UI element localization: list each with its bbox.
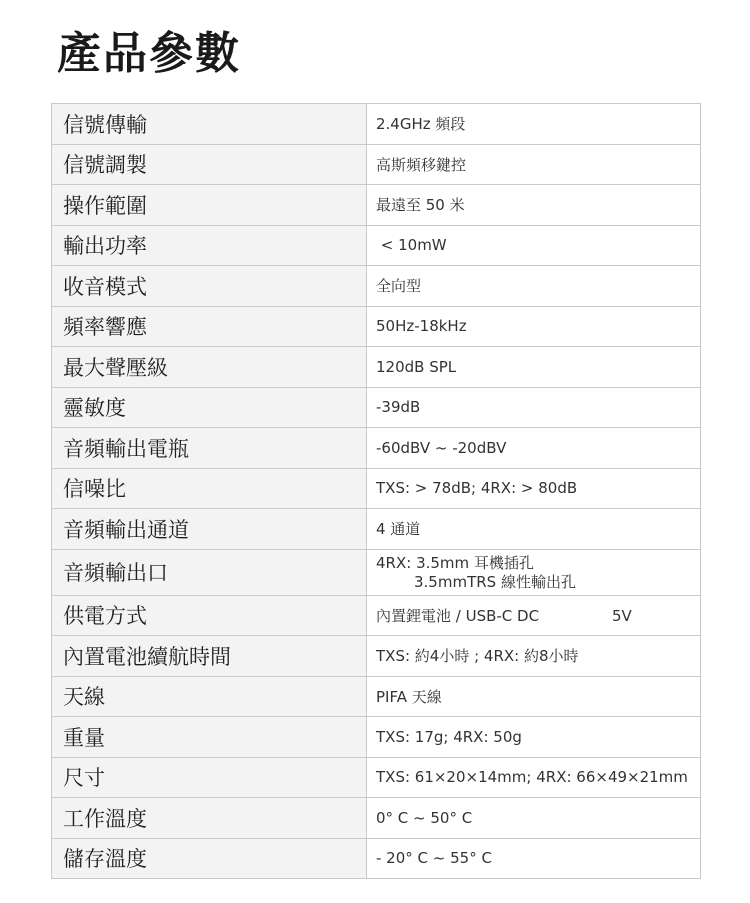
- table-row: [52, 266, 701, 307]
- spec-value-line: 3.5mmTRS 線性輸出孔: [414, 572, 576, 591]
- spec-table: [51, 103, 701, 879]
- table-row: [52, 798, 701, 839]
- spec-value: -60dBV ~ -20dBV: [367, 428, 701, 469]
- spec-value: -39dB: [367, 387, 701, 428]
- spec-label: 工作溫度: [52, 798, 367, 839]
- spec-value: 全向型: [367, 266, 701, 307]
- spec-label: 音頻輸出口: [52, 549, 367, 595]
- spec-value-line: 4RX: 3.5mm 耳機插孔: [376, 553, 534, 572]
- table-row: [52, 468, 701, 509]
- spec-label: 音頻輸出通道: [52, 509, 367, 550]
- spec-label: 最大聲壓級: [52, 347, 367, 388]
- spec-label: 音頻輸出電瓶: [52, 428, 367, 469]
- spec-value: 高斯頻移鍵控: [367, 144, 701, 185]
- table-row: [52, 636, 701, 677]
- table-row: [52, 838, 701, 879]
- page-title: 產品參數: [57, 28, 241, 79]
- spec-label: 尺寸: [52, 757, 367, 798]
- table-row: [52, 185, 701, 226]
- table-row: [52, 509, 701, 550]
- spec-label: 天線: [52, 676, 367, 717]
- spec-label: 信噪比: [52, 468, 367, 509]
- spec-label: 信號傳輸: [52, 104, 367, 145]
- spec-value: 4 通道: [367, 509, 701, 550]
- spec-value: - 20° C ~ 55° C: [367, 838, 701, 879]
- spec-value: TXS: 17g; 4RX: 50g: [367, 717, 701, 758]
- spec-value: 0° C ~ 50° C: [367, 798, 701, 839]
- table-row: [52, 347, 701, 388]
- spec-value: 50Hz-18kHz: [367, 306, 701, 347]
- table-row: [52, 757, 701, 798]
- table-row: [52, 717, 701, 758]
- spec-label: 供電方式: [52, 595, 367, 636]
- spec-label: 儲存溫度: [52, 838, 367, 879]
- spec-label: 操作範圍: [52, 185, 367, 226]
- spec-label: 靈敏度: [52, 387, 367, 428]
- spec-value: TXS: > 78dB; 4RX: > 80dB: [367, 468, 701, 509]
- spec-value: 最遠至 50 米: [367, 185, 701, 226]
- table-row: [52, 428, 701, 469]
- spec-value: PIFA 天線: [367, 676, 701, 717]
- spec-label: 頻率響應: [52, 306, 367, 347]
- spec-value-voltage: 5V: [612, 606, 632, 625]
- table-row: [52, 676, 701, 717]
- table-row: [52, 144, 701, 185]
- spec-label: 重量: [52, 717, 367, 758]
- table-row: [52, 549, 701, 595]
- spec-value: [367, 595, 701, 636]
- spec-value-text: 內置鋰電池 / USB-C DC: [376, 606, 540, 625]
- spec-value: 2.4GHz 頻段: [367, 104, 701, 145]
- spec-value: 120dB SPL: [367, 347, 701, 388]
- spec-value: [367, 549, 701, 595]
- table-row: [52, 225, 701, 266]
- table-row: [52, 595, 701, 636]
- spec-label: 收音模式: [52, 266, 367, 307]
- spec-label: 內置電池續航時間: [52, 636, 367, 677]
- table-row: [52, 104, 701, 145]
- spec-label: 信號調製: [52, 144, 367, 185]
- table-row: [52, 387, 701, 428]
- table-row: [52, 306, 701, 347]
- spec-label: 輸出功率: [52, 225, 367, 266]
- spec-value: TXS: 約4小時 ; 4RX: 約8小時: [367, 636, 701, 677]
- spec-value: TXS: 61×20×14mm; 4RX: 66×49×21mm: [367, 757, 701, 798]
- spec-value: < 10mW: [367, 225, 701, 266]
